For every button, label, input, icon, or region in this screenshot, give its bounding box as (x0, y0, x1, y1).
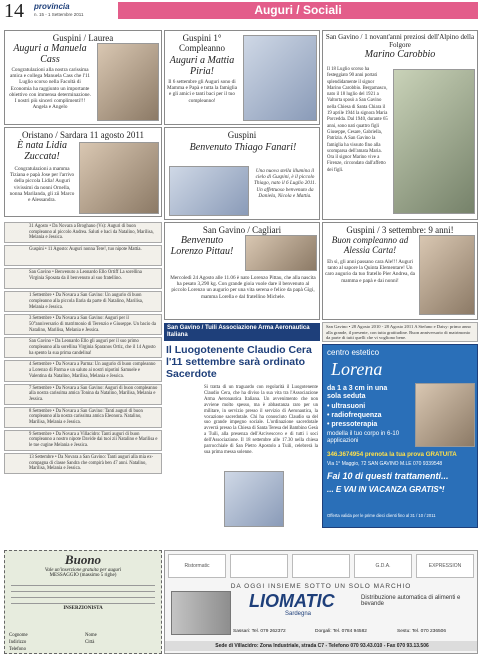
note-stefano-daisy (322, 322, 478, 342)
issue-label: n. 15 - 1 Settembre 2011 (34, 12, 84, 17)
card-head: San Gavino / 1 novant'anni preziosi dell'Alpino della Folgore (325, 33, 475, 49)
card-head: Guspini / 3 settembre: 9 anni! (346, 225, 454, 235)
card-text: Congratulazioni alla nostra carissima amica e collega Manuela Cass che l'11 Luglio scorso nella Facoltà di Economia ha raggiunto un importante obiettivo con immensa determinazione. I nostri più sinceri complimenti!!! Angela e Angelo (9, 67, 91, 111)
small-note: Guspini • 11 Agosto: Auguri nonna Tere!, tuo nipote Mattia. (4, 245, 162, 266)
lorena-line1: da 1 a 3 cm in una sola seduta (327, 385, 388, 400)
lorena-promo: Fai 10 di questi trattamenti... (327, 471, 449, 481)
mattia-photo (243, 35, 317, 121)
small-note: 1 Settembre • Da Novara a San Gavino: Un augurio di buon compleanno alla piccola Ilaria da parte di Natalino, Marilisa, Melania e Jessica. (4, 291, 162, 312)
lorena-line2: • ultrasuoni (327, 403, 366, 410)
coupon-ins: INSERZIONISTA (63, 606, 103, 611)
lorena-promo2: ... E VAI IN VACANZA GRATIS*! (327, 485, 445, 494)
partner-logo: Ristormatic (168, 554, 226, 578)
card-alessia (322, 222, 478, 320)
card-lorenzo (164, 222, 320, 320)
card-head: San Gavino / Cagliari (202, 225, 282, 235)
small-note: 7 Settembre • Da Novara a San Gavino: Auguri di buon compleanno alla nostra carissima amica Tonina da Natalino, Marilisa, Melania e Jessica. (4, 384, 162, 405)
aero-article (164, 323, 320, 528)
coupon-indirizzo: Indirizzo (9, 640, 27, 645)
small-note: 8 Settembre • Da Novara a San Gavino: Tanti auguri di buon compleanno alla nostra carissima amica Eleonora. Natalino, Marilisa, Melania e Jessica. (4, 407, 162, 428)
lidia-photo (79, 142, 159, 214)
lorena-addr: Via 1° Maggio, 72 SAN GAVINO M.LE 070 9339548 (327, 461, 443, 467)
lorena-line5: modella il tuo corpo in 6-10 applicazioni (327, 431, 400, 444)
small-note: 3 Settembre • Da Novara a San Gavino: Auguri per il 50°anniversario di matrimonio di Terenzio e Giuseppe. Un bacio da Natalino, Marilisa, Melania e Jessica. (4, 314, 162, 335)
card-head: Guspini (227, 130, 257, 140)
logo: provincia (34, 2, 70, 11)
ad-region: Sardegna (285, 611, 312, 617)
partner-logos (165, 551, 477, 581)
lorena-ad (322, 344, 478, 528)
section-title: Auguri / Sociali (118, 2, 478, 19)
card-title: Benvenuto Thiago Fanari! (189, 142, 297, 153)
card-mattia (164, 30, 320, 125)
lorena-phone: 346.3674954 prenota la tua prova GRATUITA (327, 451, 457, 458)
partner-logo: G.D.A. (354, 554, 412, 578)
card-text: Eh sì, gli anni passano cara Ale!!! Auguri tanto al sapore la Quinta Elementare! Un caro augurio da tuo fratello Pier Andrea, da mamma e papà e dai nonni! (325, 259, 415, 284)
card-text: Congratulazioni a mamma Tiziana e papà Jose per l'arrivo della piccola Lidia! Auguri vivissimi da nonni Ornella, nonna Marilanda, gli zii Marco e Alessandra. (9, 166, 75, 204)
aero-text: Si tratta di un traguardo con regolarità il Luogotenente Claudio Cera, che ha diviso la sua vita tra l'Associazione Arma Aeronautica Italiana. Un avvenimento che non avviene molto spesso, ma è abbastanza raro per un militare, in servizio presso il servizio di Aeronautica, la vocazione sacerdotale. Chi ha conosciuto Claudio sa del suo grande impegno sociale. L'ordinazione sacerdotale avverrà presso la Chiesa di Santa Teresa del Bambino Gesù a Tuili, alla presenza dell'Arcivescovo e di tutti i soci dell'Associazione. Il 18 settembre alle 17.30 nella chiesa parrocchiale di San Pietro Apostolo a Tuili, celebrerà la sua prima messa solenne. (204, 385, 319, 455)
thiago-photo (169, 166, 249, 216)
card-title: Buon compleanno ad Alessia Carta! (331, 235, 409, 255)
small-note: 13 Settembre • Da Novara a San Gavino: Tanti auguri alla mia ex-compagna di classe Sandra che compirà ben 47 anni. Natalino, Marilisa, Melania e Jessica. (4, 453, 162, 474)
carobbio-photo (393, 69, 475, 214)
aero-bar: San Gavino / Tuili Associazione Arma Aeronautica Italiana (164, 323, 320, 341)
lorena-name: Lorena (331, 359, 383, 379)
small-note: San Gavino • Benvenuto a Leonardo Ello Ortiff La sorellina Virginia Sposata da il benvenuto al suo fratellino. (4, 268, 162, 289)
card-text: Il 6 settembre gli Auguri sono di Mamma e Papà e tutta la famiglia e gli amici e tanti baci per il tuo compleanno! (167, 79, 238, 104)
card-title: Benvenuto Lorenzo Pittau! (170, 235, 234, 257)
note-text: San Gavino • 28 Agosto 2010 - 28 Agosto 2011 A Stefano e Daisy: primo anno alla grande, il presente, con tutta gratitudine. Buon anniversario di matrimonio da parte di tutti quelli che vi vogliono bene. (326, 324, 471, 341)
lorenzo-photo (245, 235, 317, 271)
partner-logo: EXPRESSION (416, 554, 474, 578)
lorena-photo (415, 383, 475, 447)
card-text: Il 18 Luglio scorso ha festeggiato 90 anni portati splendidamente il signor Marino Carobbio. Bergamasco, nato il 18 luglio del 1921 a Valtorta sposò a San Gavino nella Chiesa di Santa Chiara il 19 aprile 1944 la signora Maria Porcedda. Dal 1940, durante 65 anni, sono nati quattro figli Giuseppe, Cesare, Gabriella, Patrizia. A San Gavino la famiglia ha vissuto fino alla scomparsa dell'amata Maria. Ora il signor Marino vive a Firenze, circondato dall'affetto dei figli. (327, 67, 388, 173)
liomatic-ad (164, 550, 478, 654)
coupon[interactable] (4, 550, 162, 654)
coupon-title: Buono (64, 552, 102, 567)
small-note: 4 Settembre • Da Novara a Parma: Un augurio di buon compleanno a Lorenzo di Parma e un saluto ai nostri nipotini Samuele e Valentina da Natalino, Marilisa, Melania e Jessica. (4, 360, 162, 381)
card-title: Auguri a Mattia Piria! (169, 55, 235, 77)
coupon-tel: Telefono (9, 647, 26, 652)
alessia-photo (419, 235, 475, 315)
card-title: Auguri a Manuela Cass (13, 43, 87, 65)
coupon-cognome: Cognome (9, 633, 28, 638)
small-note: San Gavino • Da Leonardo Ello gli auguri per il suo primo compleanno alla sorellina Virginia Sparanos Ortiz, che il 14 Agosto ha spento la sua prima candelina! (4, 337, 162, 358)
aero-photo (224, 471, 284, 527)
ad-top: DA OGGI INSIEME SOTTO UN SOLO MARCHIO (230, 583, 412, 590)
ad-sassari: Sassari: Tel. 079 262372 (233, 629, 286, 634)
manuela-photo (97, 43, 159, 121)
lorena-label: centro estetico (327, 348, 380, 357)
card-title: È nata Lidia Zuccata! (16, 140, 67, 162)
small-note: 9 Settembre • Da Novara a Villacidro: Tanti auguri di buon compleanno a nostro nipote Davide dai tuoi zii Natalino e Marilisa e le tue cugine Melania e Jessica. (4, 430, 162, 451)
card-lidia (4, 127, 162, 217)
small-note: 31 Agosto • Da Novara a Broghano (Vs): Auguri di buon compleanno al piccolo Andrea. Saluti e baci da Natalino, Marilisa, Melania e Jessica. (4, 222, 162, 243)
vending-image (171, 591, 231, 635)
card-head: Guspini 1° Compleanno (179, 33, 225, 53)
card-carobbio (322, 30, 478, 220)
small-notes (4, 222, 162, 547)
card-title: Marino Carobbio (364, 49, 436, 60)
lorena-line3: • radiofrequenza (327, 412, 382, 419)
coupon-nome: Nome (85, 633, 97, 638)
ad-dorgali: Dorgali: Tel. 0784 94582 (315, 629, 367, 634)
lorena-line4: • pressoterapia (327, 421, 378, 428)
card-text: Una nuova stella illumina il cielo di Guspini, è il piccolo Thiago, nato il 6 Luglio 2011. Un affettuoso benvenuto da Daniela, Nicola e Mattia. (253, 168, 317, 199)
card-thiago (164, 127, 320, 220)
card-head: Guspini / Laurea (52, 33, 114, 43)
lorena-fine: Offerta valida per le prime dieci clienti fino al 31 / 10 / 2011 (327, 513, 436, 518)
ad-sede: Sede di Villacidro: Zona Industriale, strada C7 - Telefono 070 93.43.010 - Fax 070 93.13.506 (165, 641, 478, 651)
coupon-sub: Vale un'inserzione gratuita per auguri (44, 568, 122, 573)
card-text: Mercoledì 24 Agosto alle 11.06 è nato Lorenzo Pittau, che alla nascita ha pesato 3,290 kg. Con grande gioia vuole dare il benvenuto al piccolo Lorenzo un augurio per una vita serena e felice da papà Gigi, mamma Lorella e dal fratellino Michele. (170, 275, 316, 300)
coupon-citta: Città (85, 640, 95, 645)
coupon-msg: MESSAGGIO (massimo 5 righe) (49, 573, 117, 578)
ad-brand: LIOMATIC (249, 591, 335, 611)
coupon-lines[interactable] (11, 580, 155, 604)
partner-logo (292, 554, 350, 578)
ad-sestu: Sestu: Tel. 070 236506 (397, 629, 446, 634)
card-head: Oristano / Sardara 11 agosto 2011 (21, 130, 145, 140)
ad-tag: Distribuzione automatica di alimenti e bevande (361, 595, 461, 607)
partner-logo (230, 554, 288, 578)
page-number: 14 (4, 0, 24, 22)
card-manuela (4, 30, 162, 125)
aero-headline: Il Luogotenente Claudio Cera l'11 settembre sarà ordinato Sacerdote (166, 344, 312, 380)
page-header (0, 0, 482, 22)
